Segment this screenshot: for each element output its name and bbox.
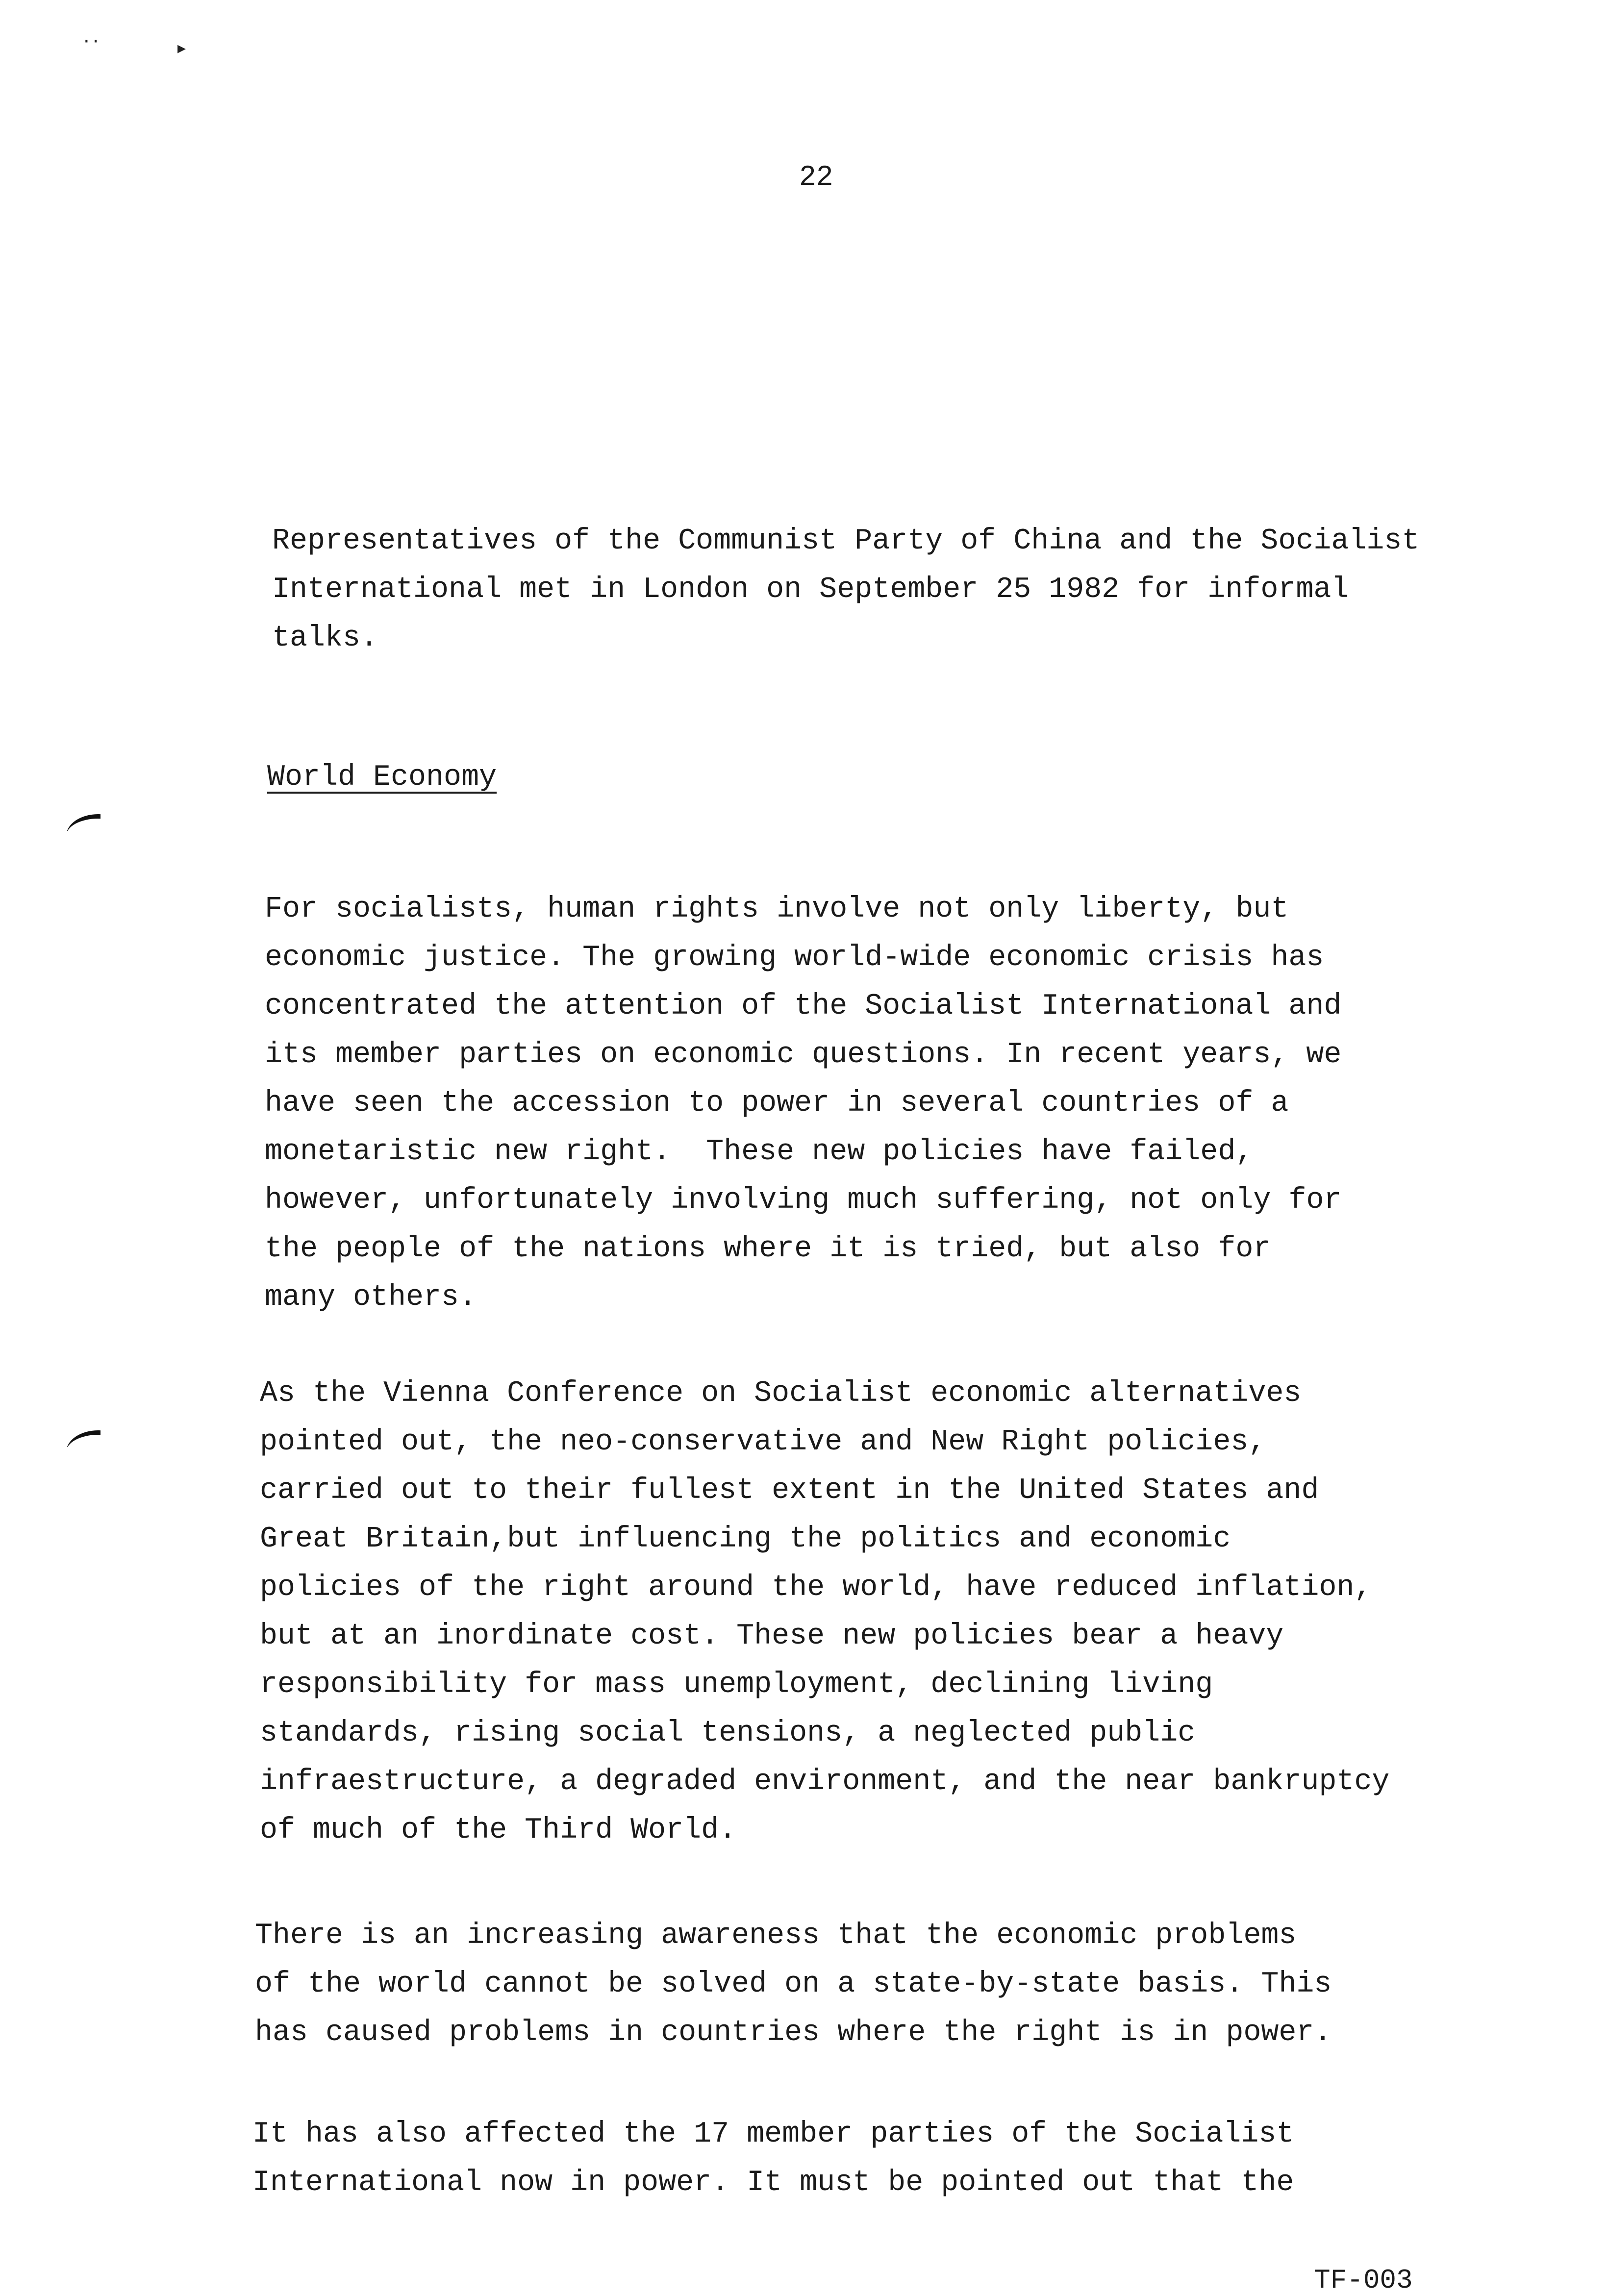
paragraph-1	[265, 885, 1341, 1322]
text-line: standards, rising social tensions, a neglected public	[260, 1717, 1196, 1750]
text-line: International met in London on September 25 1982 for informal	[272, 573, 1349, 606]
text-line: pointed out, the neo-conservative and New Right policies,	[260, 1425, 1266, 1459]
corner-arrow-mark: ▸	[177, 38, 186, 58]
corner-dots-mark: ··	[83, 30, 102, 53]
section-heading: World Economy	[267, 761, 497, 794]
text-line: of much of the Third World.	[260, 1814, 737, 1847]
text-line: has caused problems in countries where the right is in power.	[255, 2016, 1332, 2049]
text-line: monetaristic new right. These new policies have failed,	[265, 1135, 1254, 1169]
text-line: carried out to their fullest extent in the United States and	[260, 1474, 1319, 1507]
text-line: International now in power. It must be pointed out that the	[252, 2166, 1294, 2199]
text-line: policies of the right around the world, have reduced inflation,	[260, 1571, 1372, 1604]
text-line: As the Vienna Conference on Socialist economic alternatives	[260, 1377, 1302, 1410]
text-line: the people of the nations where it is tried, but also for	[265, 1232, 1271, 1266]
text-line: For socialists, human rights involve not only liberty, but	[265, 893, 1289, 926]
text-line: its member parties on economic questions. In recent years, we	[265, 1038, 1342, 1072]
text-line: infraestructure, a degraded environment, and the near bankruptcy	[260, 1765, 1390, 1798]
text-line: have seen the accession to power in several countries of a	[265, 1087, 1289, 1120]
text-line: however, unfortunately involving much suffering, not only for	[265, 1184, 1342, 1217]
text-line: but at an inordinate cost. These new policies bear a heavy	[260, 1620, 1284, 1653]
text-line: Great Britain,but influencing the politics and economic	[260, 1522, 1231, 1556]
paragraph-2	[260, 1370, 1389, 1855]
margin-bracket-mark	[66, 811, 100, 831]
text-line: responsibility for mass unemployment, declining living	[260, 1668, 1213, 1701]
intro-paragraph	[272, 517, 1419, 663]
margin-bracket-mark	[66, 1427, 100, 1447]
text-line: of the world cannot be solved on a state-by-state basis. This	[255, 1968, 1332, 2001]
document-code: TF-003	[1314, 2265, 1413, 2296]
text-line: There is an increasing awareness that the economic problems	[255, 1919, 1297, 1952]
text-line: It has also affected the 17 member parties of the Socialist	[252, 2118, 1294, 2151]
paragraph-3	[255, 1912, 1332, 2057]
text-line: many others.	[265, 1281, 477, 1314]
page-number: 22	[799, 162, 833, 194]
text-line: talks.	[272, 622, 378, 655]
text-line: concentrated the attention of the Socialist International and	[265, 990, 1342, 1023]
paragraph-4	[252, 2110, 1294, 2207]
text-line: economic justice. The growing world-wide economic crisis has	[265, 941, 1324, 974]
text-line: Representatives of the Communist Party of China and the Socialist	[272, 524, 1420, 558]
